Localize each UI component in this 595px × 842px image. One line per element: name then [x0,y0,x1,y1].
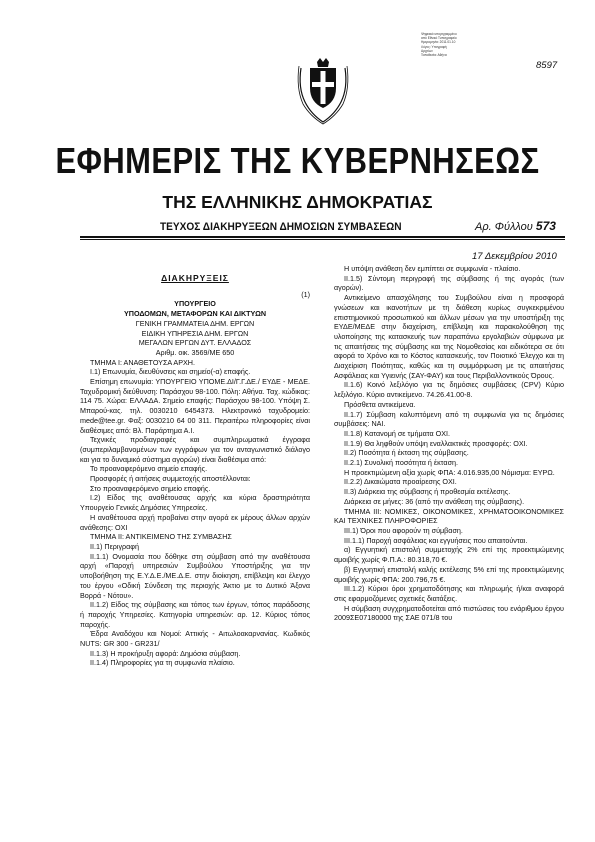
paragraph: Ι.1) Επωνυμία, διευθύνσεις και σημείο(-α) επαφής. [90,367,251,377]
paragraph: ΤΜΗΜΑ ΙΙΙ: ΝΟΜΙΚΕΣ, ΟΙΚΟΝΟΜΙΚΕΣ, ΧΡΗΜΑΤΟΟΙΚΟΝΟΜΙΚΕΣ ΚΑΙ ΤΕΧΝΙΚΕΣ ΠΛΗΡΟΦΟΡΙΕΣ [334,506,564,526]
column-left-body [80,299,310,668]
section-marker: (1) [301,289,310,299]
paragraph: Επίσημη επωνυμία: ΥΠΟΥΡΓΕΙΟ ΥΠΟΜΕ.ΔΙ/Γ.Γ.ΔΕ./ ΕΥΔΕ - ΜΕΔΕ. Ταχυδρομική διεύθυνση: Παράσχου 98-100. Πόλη: Αθήνα. Ταχ. κώδικας: 114 75. Χώρα: ΕΛΛΑΔΑ. Σημείο επαφής: Παράσχου 98-100. Υπόψη Σ. Μπαρού-κας. τηλ. 0030210 6454373. Ηλεκτρονικό ταχυδρομείο: mede@tee.gr. Φαξ: 0030210 64 00 311. Περαιτέρω πληροφορίες είναι διαθέσιμες από: Βλ. Παράρτημα Α.Ι. [80,377,310,435]
paragraph: Αριθμ. οικ. 3569/ΜΕ 650 [155,347,235,357]
stamp-line: Ημερομηνία: 2011.01.10 [421,40,456,45]
paragraph: ΙΙ.3) Διάρκεια της σύμβασης ή προθεσμία εκτέλεσης. [344,487,511,497]
stamp-line: Αρχείων [421,48,433,53]
paragraph: ΜΕΓΑΛΩΝ ΕΡΓΩΝ ΔΥΤ. ΕΛΛΑΔΟΣ [138,338,252,348]
paragraph: Το προαναφερόμενο σημείο επαφής. [90,464,208,474]
paragraph: ΙΙ.1.2) Είδος της σύμβασης και τόπος των έργων, τόπος παράδοσης ή παροχής Υπηρεσίες. Κατηγορία υπηρεσιών: αρ. 12. Κύριος τόπος παροχής. [80,600,310,629]
greek-coat-of-arms-icon [295,58,351,126]
column-right-body [334,264,564,623]
paragraph: Πρόσθετα αντικείμενα. [344,399,416,409]
paragraph: Η αναθέτουσα αρχή προβαίνει στην αγορά εκ μέρους άλλων αρχών ανάθεσης: ΟΧΙ [80,512,310,532]
paragraph: ΙΙ.1.3) Η προκήρυξη αφορά: Δημόσια σύμβαση. [90,648,241,658]
sheet-label: Αρ. Φύλλου [475,221,533,233]
paragraph: ΙΙ.1.7) Σύμβαση καλυπτόμενη από τη συμφωνία για τις δημόσιες συμβάσεις: ΝΑΙ. [334,409,564,429]
sheet-value: 573 [535,219,556,233]
paragraph: Η σύμβαση συγχρηματοδοτείται από πιστώσεις του ενάριθμου έργου 2009ΣΕ07180000 της ΣΑΕ 071/8 του [334,603,564,623]
paragraph: Η υπόψη ανάθεση δεν εμπίπτει σε συμφωνία - πλαίσιο. [344,264,521,273]
paragraph: ΤΜΗΜΑ ΙΙ: ΑΝΤΙΚΕΙΜΕΝΟ ΤΗΣ ΣΥΜΒΑΣΗΣ [90,532,232,542]
paragraph: ΕΙΔΙΚΗ ΥΠΗΡΕΣΙΑ ΔΗΜ. ΕΡΓΩΝ [141,328,249,338]
paragraph: β) Εγγυητική επιστολή καλής εκτέλεσης 5% επί της προεκτιμώμενης αμοιβής χωρίς ΦΠΑ: 200.796,75 €. [334,564,564,584]
paragraph: ΙΙ.1.9) Θα ληφθούν υπόψη εναλλακτικές προσφορές: ΟΧΙ. [344,438,528,448]
paragraph: ΙΙ.1.4) Πληροφορίες για τη συμφωνία πλαίσιο. [90,658,235,668]
stamp-line: από Εθνικό Τυπογραφείο [421,36,457,41]
paragraph: ΤΜΗΜΑ Ι: ΑΝΑΘΕΤΟΥΣΑ ΑΡΧΗ. [90,357,195,367]
paragraph: ΙΙΙ.1.1) Παροχή ασφάλειας και εγγυήσεις που απαιτούνται. [344,535,528,545]
paragraph: ΥΠΟΔΟΜΩΝ, ΜΕΤΑΦΟΡΩΝ ΚΑΙ ΔΙΚΤΥΩΝ [123,309,267,319]
paragraph: Διάρκεια σε μήνες: 36 (από την ανάθεση της σύμβασης). [344,496,525,506]
paragraph: ΓΕΝΙΚΗ ΓΡΑΜΜΑΤΕΙΑ ΔΗΜ. ΕΡΓΩΝ [135,318,255,328]
paragraph: ΙΙΙ.1.2) Κύριοι όροι χρηματοδότησης και πληρωμής ή/και αναφορά στις εφαρμοζόμενες σχετικές διατάξεις. [334,584,564,603]
paragraph: ΙΙ.1.6) Κοινό λεξιλόγιο για τις δημόσιες συμβάσεις (CPV) Κύριο λεξιλόγιο. Κύριο αντικείμενο. 74.26.41.00-8. [334,380,564,400]
paragraph: Η προεκτιμώμενη αξία χωρίς ΦΠΑ: 4.016.935,00 Νόμισμα: ΕΥΡΩ. [344,467,555,477]
paragraph: ΙΙ.2) Ποσότητα ή έκταση της σύμβασης. [344,448,469,458]
stamp-line: Λόγος: Υπογραφή [421,44,447,49]
paragraph: ΙΙ.2.2) Δικαιώματα προαίρεσης ΟΧΙ. [344,477,457,487]
paragraph: Στο προαναφερόμενο σημείο επαφής. [90,483,211,493]
header-rule-top [80,236,565,238]
paragraph: Τεχνικές προδιαγραφές και συμπληρωματικά έγγραφα (συμπεριλαμβανομένων των εγγράφων για τον ανταγωνιστικό διάλογο και για το δυναμικό σύστημα αγορών) είναι διαθέσιμα από: [80,435,310,464]
column-left [80,264,310,668]
issue-type: ΤΕΥΧΟΣ ΔΙΑΚΗΡΥΞΕΩΝ ΔΗΜΟΣΙΩΝ ΣΥΜΒΑΣΕΩΝ [160,221,402,233]
paragraph: α) Εγγυητική επιστολή συμμετοχής 2% επί της προεκτιμώμενης αμοιβής χωρίς Φ.Π.Α.: 80.318,70 €. [334,545,564,565]
section-heading: ΔΙΑΚΗΡΥΞΕΙΣ [161,273,229,283]
paragraph: ΙΙΙ.1) Όροι που αφορούν τη σύμβαση. [344,525,463,535]
stamp-line: Ψηφιακά υπογεγραμμένο [421,32,457,36]
paragraph: ΙΙ.1.8) Κατανομή σε τμήματα ΟΧΙ. [344,428,451,438]
paragraph: ΥΠΟΥΡΓΕΙΟ [174,299,216,309]
paragraph: Αντικείμενο απασχόλησης του Συμβούλου είναι η προσφορά γνώσεων και ικανοτήτων με τη διάθεση κυρίως συγκεκριμένου επιστημονικού προσωπικού και άλλων μέσων για την υποστήριξη της ΕΥΔΕ/ΜΕΔΕ στην διαχείριση, επίβλεψη και παρακολούθηση της υλοποίησης της κατασκευής των παραπάνω εργολαβιών σύμφωνα με τις απαιτήσεις της σύμβασης και της Νομοθεσίας και ειδικότερα σε ότι αφορά το Χρόνο και το Κόστος κατασκευής, τον Ποιοτικό Έλεγχο και τη Διαχείριση Ποιότητας, καθώς και τη συμμόρφωση με τις απαιτήσεις Ασφάλειας και Υγιεινής (ΣΑΥ-ΦΑΥ) και τους Περιβαλλοντικούς Όρους. [334,293,564,380]
paragraph: Ι.2) Είδος της αναθέτουσας αρχής και κύρια δραστηριότητα Υπουργείο Γενικές Δημόσιες Υπηρεσίες. [80,493,310,513]
page-number: 8597 [536,60,558,71]
paragraph: Έδρα Αναδόχου και Νομοί: Αττικής - Αιτωλοακαρνανίας. Κωδικός NUTS: GR 300 - GR231/ [80,629,310,649]
sheet-number [475,219,556,233]
gazette-title: ΕΦΗΜΕΡΙΣ ΤΗΣ ΚΥΒΕΡΝΗΣΕΩΣ [55,140,540,181]
column-right [334,264,564,623]
stamp-line: Τοποθεσία: Αθήνα [421,53,447,58]
issue-date: 17 Δεκεμβρίου 2010 [472,251,557,262]
paragraph: ΙΙ.1) Περιγραφή [90,541,139,551]
paragraph: ΙΙ.1.5) Σύντομη περιγραφή της σύμβασης ή της αγοράς (των αγορών). [334,273,564,293]
paragraph: Προσφορές ή αιτήσεις συμμετοχής αποστέλλονται: [90,474,251,484]
digital-signature-stamp [421,32,469,57]
paragraph: ΙΙ.1.1) Ονομασία που δόθηκε στη σύμβαση από την αναθέτουσα αρχή «Παροχή υπηρεσιών Συμβούλου Υποστήριξης για την υποβοήθηση της Ε.Υ.Δ.Ε./ΜΕ.Δ.Ε. στην διοίκηση, επίβλεψη και έλεγχο του έργου «Οδική Σύνδεση της περιοχής Άκτιο με το Δυτικό Άξονα Βορρά - Νότου». [80,551,310,600]
paragraph: ΙΙ.2.1) Συνολική ποσότητα ή έκταση. [344,458,459,468]
gazette-subtitle: ΤΗΣ ΕΛΛΗΝΙΚΗΣ ΔΗΜΟΚΡΑΤΙΑΣ [162,192,433,212]
header-rule-bottom [80,239,565,240]
